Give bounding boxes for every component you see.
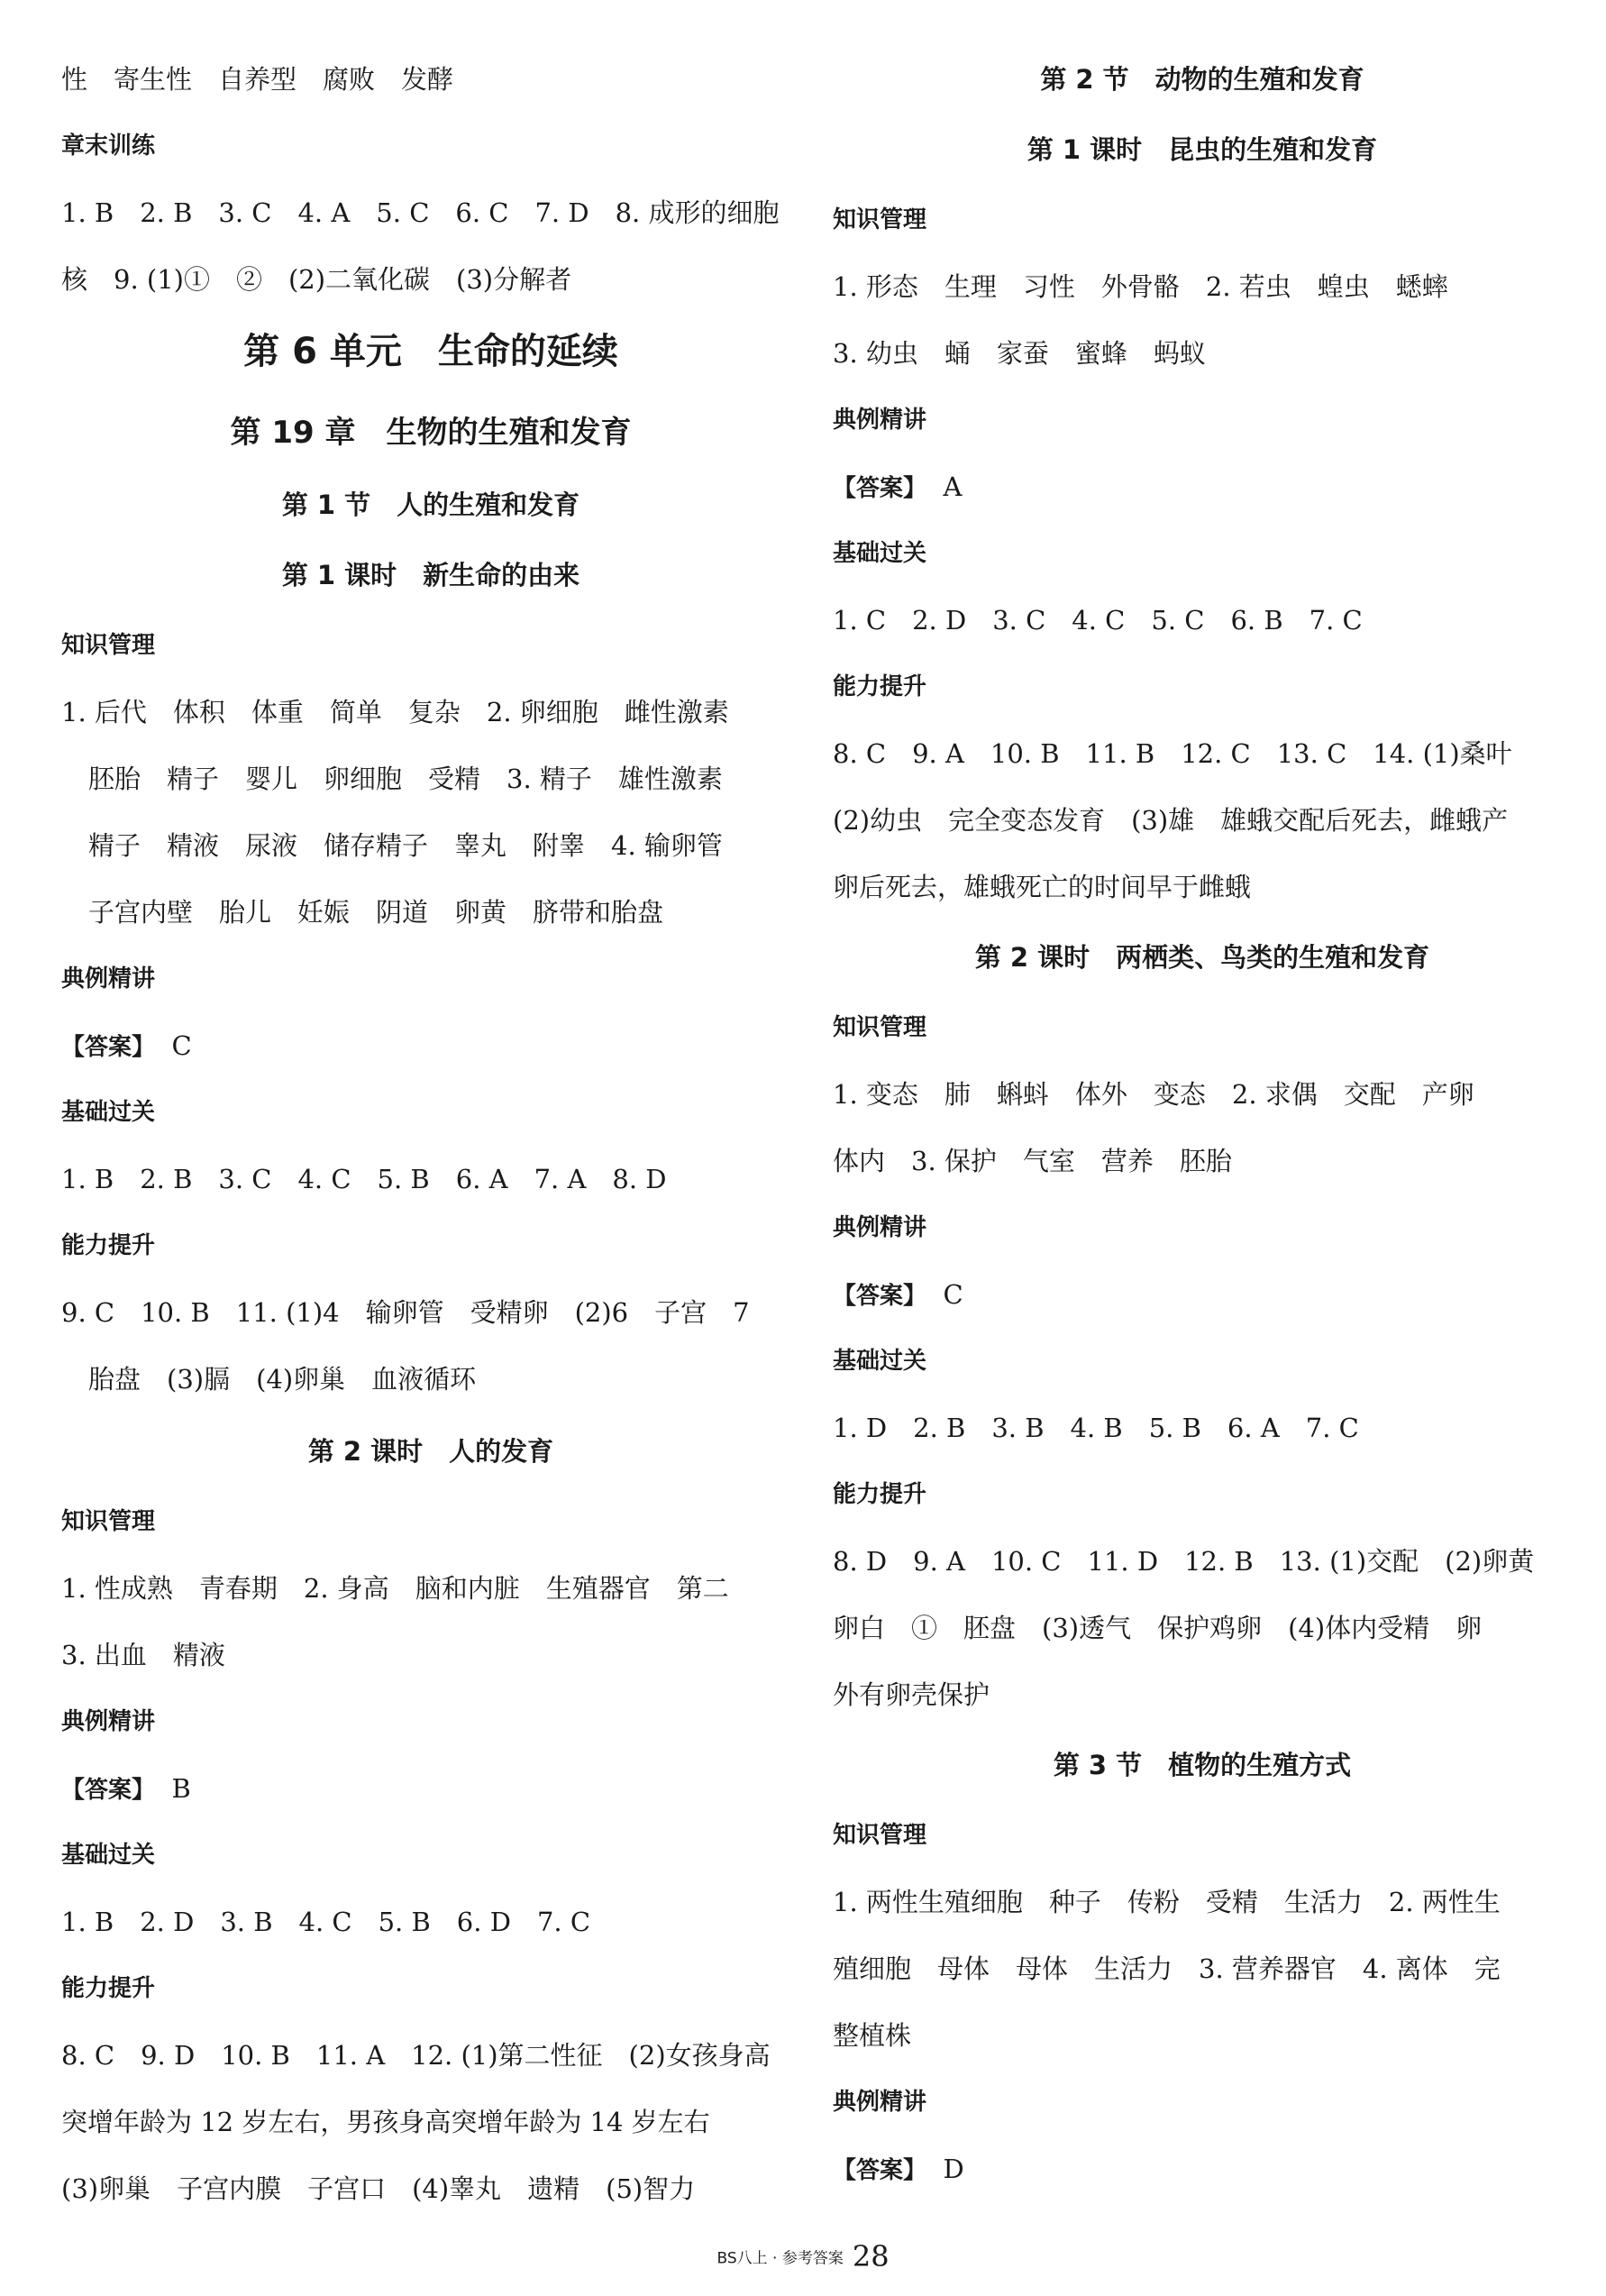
lesson-title: 第 2 课时 人的发育 — [307, 1436, 554, 1467]
section-heading: 能力提升 — [833, 1481, 927, 1508]
section-heading: 知识管理 — [61, 632, 156, 659]
unit-title: 第 6 单元 生命的延续 — [243, 331, 618, 372]
section-heading: 知识管理 — [833, 1014, 927, 1041]
answer-line: 卵后死去，雄蛾死亡的时间早于雌蛾 — [833, 872, 1252, 902]
section-heading: 基础过关 — [833, 540, 927, 567]
answer-line: 8. C 9. D 10. B 11. A 12. (1)第二性征 (2)女孩身高 — [61, 2040, 771, 2071]
answer-line: 体内 3. 保护 气室 营养 胚胎 — [833, 1146, 1232, 1176]
section-heading: 典例精讲 — [833, 2089, 927, 2116]
section-heading: 能力提升 — [61, 1232, 156, 1259]
page-number: 28 — [852, 2239, 890, 2273]
section-heading: 能力提升 — [833, 673, 927, 700]
section-title: 第 1 节 人的生殖和发育 — [281, 489, 580, 520]
answer-value: C — [171, 1030, 192, 1061]
section-heading: 知识管理 — [61, 1508, 156, 1535]
section-title: 第 2 节 动物的生殖和发育 — [1040, 64, 1364, 95]
section-heading: 基础过关 — [61, 1842, 156, 1869]
answer-line: 精子 精液 尿液 储存精子 睾丸 附睾 4. 输卵管 — [88, 830, 723, 861]
answer-line — [61, 1028, 192, 1066]
answer-line: 外有卵壳保护 — [833, 1679, 990, 1710]
answer-line: 1. B 2. D 3. B 4. C 5. B 6. D 7. C — [61, 1907, 591, 1937]
answer-tag: 【答案】 — [833, 475, 927, 502]
lesson-title: 第 2 课时 两栖类、鸟类的生殖和发育 — [974, 942, 1430, 973]
answer-line: (2)幼虫 完全变态发育 (3)雄 雄蛾交配后死去，雌蛾产 — [833, 805, 1509, 836]
answer-line: 整植株 — [833, 2020, 912, 2051]
section-heading: 典例精讲 — [833, 407, 927, 434]
answer-line — [833, 1276, 963, 1314]
answer-line: 突增年龄为 12 岁左右，男孩身高突增年龄为 14 岁左右 — [61, 2107, 710, 2137]
lesson-title: 第 1 课时 新生命的由来 — [281, 560, 580, 590]
section-heading: 基础过关 — [61, 1099, 156, 1126]
answer-line — [61, 1770, 191, 1808]
answer-tag: 【答案】 — [61, 1777, 156, 1804]
answer-line: 性 寄生性 自养型 腐败 发酵 — [61, 64, 454, 95]
section-title: 第 3 节 植物的生殖方式 — [1053, 1750, 1352, 1780]
answer-line: 子宫内壁 胎儿 妊娠 阴道 卵黄 脐带和胎盘 — [88, 897, 664, 928]
answer-tag: 【答案】 — [61, 1034, 156, 1061]
answer-line: 1. 变态 肺 蝌蚪 体外 变态 2. 求偶 交配 产卵 — [833, 1079, 1474, 1110]
answer-line: (3)卵巢 子宫内膜 子宫口 (4)睾丸 遗精 (5)智力 — [61, 2173, 696, 2204]
lesson-title: 第 1 课时 昆虫的生殖和发育 — [1027, 134, 1378, 165]
answer-line — [833, 2151, 964, 2189]
answer-line: 1. B 2. B 3. C 4. C 5. B 6. A 7. A 8. D — [61, 1164, 667, 1194]
answer-value: D — [943, 2154, 964, 2184]
answer-line: 1. 性成熟 青春期 2. 身高 脑和内脏 生殖器官 第二 — [61, 1573, 729, 1604]
answer-value: A — [943, 471, 963, 502]
answer-line: 胎盘 (3)膈 (4)卵巢 血液循环 — [88, 1364, 477, 1395]
answer-line — [833, 469, 962, 507]
answer-line: 核 9. (1)① ② (2)二氧化碳 (3)分解者 — [61, 264, 572, 295]
section-heading: 章末训练 — [61, 133, 156, 160]
answer-line: 9. C 10. B 11. (1)4 输卵管 受精卵 (2)6 子宫 7 — [61, 1297, 750, 1328]
answer-value: C — [943, 1279, 963, 1310]
answer-line: 1. 后代 体积 体重 简单 复杂 2. 卵细胞 雌性激素 — [61, 697, 729, 727]
section-heading: 典例精讲 — [61, 1708, 156, 1735]
answer-line: 1. C 2. D 3. C 4. C 5. C 6. B 7. C — [833, 605, 1363, 636]
section-heading: 典例精讲 — [61, 965, 156, 992]
answer-tag: 【答案】 — [833, 1283, 927, 1310]
answer-line: 卵白 ① 胚盘 (3)透气 保护鸡卵 (4)体内受精 卵 — [833, 1613, 1483, 1643]
answer-line: 8. D 9. A 10. C 11. D 12. B 13. (1)交配 (2)卵黄 — [833, 1546, 1535, 1577]
answer-line: 1. 形态 生理 习性 外骨骼 2. 若虫 蝗虫 蟋蟀 — [833, 271, 1448, 302]
answer-line: 3. 出血 精液 — [61, 1640, 225, 1670]
section-heading: 典例精讲 — [833, 1214, 927, 1241]
section-heading: 能力提升 — [61, 1975, 156, 2002]
answer-line: 1. D 2. B 3. B 4. B 5. B 6. A 7. C — [833, 1413, 1359, 1443]
answer-line: 1. B 2. B 3. C 4. A 5. C 6. C 7. D 8. 成形的细胞 — [61, 197, 780, 228]
chapter-title: 第 19 章 生物的生殖和发育 — [230, 415, 632, 451]
answer-tag: 【答案】 — [833, 2157, 927, 2184]
answer-line: 殖细胞 母体 母体 生活力 3. 营养器官 4. 离体 完 — [833, 1953, 1501, 1984]
section-heading: 知识管理 — [833, 1822, 927, 1849]
answer-line: 8. C 9. A 10. B 11. B 12. C 13. C 14. (1)桑叶 — [833, 738, 1512, 769]
answer-line: 胚胎 精子 婴儿 卵细胞 受精 3. 精子 雄性激素 — [88, 764, 723, 794]
page-footer — [0, 2239, 1606, 2273]
answer-value: B — [171, 1773, 191, 1804]
footer-label: BS八上 · 参考答案 — [716, 2249, 844, 2268]
answer-line: 3. 幼虫 蛹 家蚕 蜜蜂 蚂蚁 — [833, 338, 1206, 369]
section-heading: 知识管理 — [833, 206, 927, 233]
section-heading: 基础过关 — [833, 1348, 927, 1375]
answer-line: 1. 两性生殖细胞 种子 传粉 受精 生活力 2. 两性生 — [833, 1887, 1501, 1917]
